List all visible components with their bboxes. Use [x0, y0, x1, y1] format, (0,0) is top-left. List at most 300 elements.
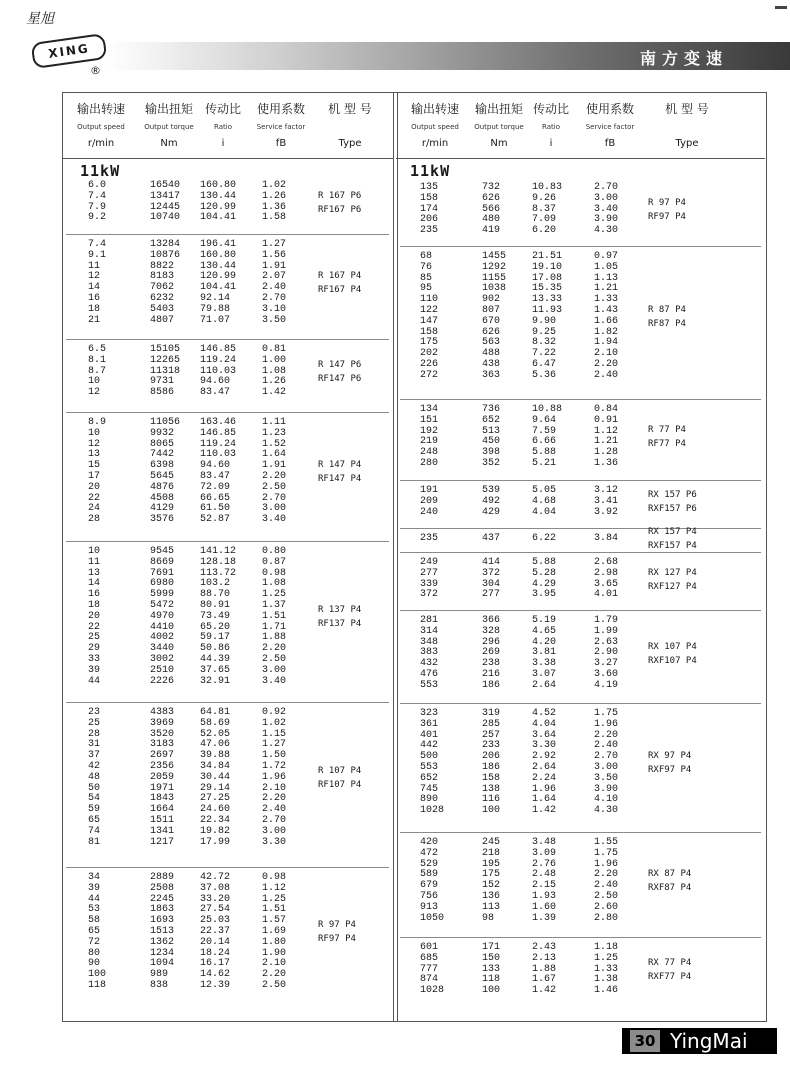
model-type-line: R 97 P4: [648, 198, 686, 208]
ratio-cell: 5.88: [532, 447, 557, 459]
speed-cell: 23: [88, 707, 101, 718]
model-type-line: RXF107 P4: [648, 655, 697, 666]
ratio-cell: 9.26: [532, 192, 557, 204]
factor-cell: 3.27: [594, 658, 619, 670]
header-torque-en: Output torque: [144, 123, 194, 131]
model-type-line: R 107 P4: [318, 766, 362, 777]
speed-cell: 235: [420, 225, 439, 237]
speed-cell: 348: [420, 636, 439, 648]
header-speed-en: Output speed: [77, 123, 125, 131]
torque-cell: 3576: [150, 514, 175, 526]
speed-cell: 529: [420, 858, 439, 870]
factor-cell: 1.64: [262, 449, 287, 461]
speed-cell: 12: [88, 271, 101, 283]
rating-group: [420, 838, 650, 924]
factor-cell: 1.96: [262, 771, 287, 783]
model-type-line: R 137 P4: [318, 605, 362, 616]
torque-cell: 8065: [150, 438, 175, 450]
ratio-cell: 4.04: [532, 718, 557, 730]
speed-cell: 28: [88, 514, 101, 526]
model-type-line: RX 97 P4: [648, 751, 692, 761]
model-type-line: RX 77 P4: [648, 958, 692, 968]
ratio-cell: 110.03: [200, 449, 237, 461]
ratio-cell: 4.52: [532, 708, 557, 719]
header-speed-zh: 输出转速: [410, 102, 459, 116]
factor-cell: 0.91: [594, 414, 619, 426]
ratio-cell: 94.60: [200, 376, 231, 388]
table-row: [88, 719, 318, 730]
ratio-cell: 19.10: [532, 261, 563, 273]
torque-cell: 245: [482, 837, 501, 848]
torque-cell: 136: [482, 890, 501, 902]
model-type-line: RX 157 P6: [648, 490, 697, 501]
ratio-cell: 20.14: [200, 936, 231, 948]
torque-cell: 152: [482, 880, 501, 892]
torque-cell: 1292: [482, 261, 507, 273]
torque-cell: 3520: [150, 728, 175, 740]
speed-cell: 226: [420, 358, 439, 370]
ratio-cell: 3.09: [532, 847, 557, 859]
model-type-line: RF97 P4: [318, 934, 356, 945]
torque-cell: 1693: [150, 915, 175, 927]
rating-group: [88, 345, 318, 399]
speed-cell: 95: [420, 283, 433, 295]
factor-cell: 2.40: [594, 740, 619, 752]
rating-group: [420, 616, 650, 692]
speed-cell: 72: [88, 936, 101, 948]
torque-cell: 269: [482, 647, 501, 659]
header-ratio-unit: i: [221, 138, 225, 149]
ratio-cell: 30.44: [200, 771, 231, 783]
ratio-cell: 50.86: [200, 643, 231, 655]
ratio-cell: 9.64: [532, 414, 557, 426]
ratio-cell: 12.39: [200, 979, 231, 991]
group-divider: [400, 552, 761, 553]
ratio-cell: 33.20: [200, 893, 231, 905]
header-torque-en: Output torque: [474, 123, 524, 131]
table-row: [420, 194, 650, 205]
factor-cell: 1.08: [262, 578, 287, 590]
table-row: [420, 459, 650, 470]
speed-cell: 280: [420, 457, 439, 469]
ratio-cell: 59.17: [200, 632, 231, 644]
factor-cell: 1.75: [594, 847, 619, 859]
model-type: [648, 867, 691, 895]
table-row: [420, 569, 650, 580]
torque-cell: 3440: [150, 643, 175, 655]
rating-group: [420, 252, 650, 382]
factor-cell: 2.20: [594, 358, 619, 370]
speed-cell: 59: [88, 804, 101, 816]
torque-cell: 732: [482, 182, 501, 193]
ratio-cell: 22.37: [200, 925, 231, 937]
torque-cell: 304: [482, 578, 501, 590]
factor-cell: 1.26: [262, 190, 287, 202]
ratio-cell: 5.28: [532, 567, 557, 579]
rating-group: [88, 418, 318, 526]
logo-badge: XING: [31, 33, 108, 69]
torque-cell: 352: [482, 457, 501, 469]
torque-cell: 670: [482, 315, 501, 327]
torque-cell: 195: [482, 858, 501, 870]
speed-cell: 11: [88, 260, 101, 272]
torque-cell: 8586: [150, 387, 175, 399]
speed-cell: 476: [420, 668, 439, 680]
factor-cell: 1.69: [262, 925, 287, 937]
ratio-cell: 11.93: [532, 304, 563, 316]
model-type: [318, 269, 361, 297]
speed-cell: 777: [420, 963, 439, 975]
header-ratio-zh: 传动比: [532, 102, 569, 116]
factor-cell: 1.33: [594, 294, 619, 306]
model-type-line: RXF157 P4: [648, 541, 697, 552]
factor-cell: 2.20: [594, 729, 619, 741]
speed-cell: 10: [88, 546, 101, 557]
group-divider: [66, 339, 389, 340]
factor-cell: 2.50: [262, 979, 287, 991]
speed-cell: 134: [420, 404, 439, 415]
ratio-cell: 1.42: [532, 985, 557, 997]
speed-cell: 191: [420, 485, 439, 496]
factor-cell: 3.40: [262, 514, 287, 526]
torque-cell: 626: [482, 326, 501, 338]
torque-cell: 6980: [150, 578, 175, 590]
ratio-cell: 5.36: [532, 369, 557, 381]
torque-cell: 492: [482, 495, 501, 507]
torque-cell: 12445: [150, 201, 181, 213]
left-header-rule: [62, 158, 393, 159]
ratio-cell: 25.03: [200, 915, 231, 927]
header-ratio-zh: 传动比: [204, 102, 241, 116]
torque-cell: 328: [482, 625, 501, 637]
torque-cell: 1155: [482, 272, 507, 284]
model-type-line: RF107 P4: [318, 780, 362, 791]
ratio-cell: 5.19: [532, 615, 557, 626]
speed-cell: 6.0: [88, 180, 107, 191]
table-row: [88, 356, 318, 367]
factor-cell: 0.98: [262, 567, 287, 579]
ratio-cell: 27.25: [200, 793, 231, 805]
footer-brand: YingMai: [670, 1029, 748, 1053]
speed-cell: 20: [88, 481, 101, 493]
speed-cell: 22: [88, 492, 101, 504]
header-bar: [108, 42, 790, 70]
table-row: [420, 416, 650, 427]
speed-cell: 158: [420, 326, 439, 338]
speed-cell: 500: [420, 751, 439, 763]
torque-cell: 11056: [150, 417, 181, 428]
speed-cell: 601: [420, 942, 439, 953]
header-torque-unit: Nm: [160, 138, 178, 149]
ratio-cell: 9.90: [532, 315, 557, 327]
ratio-cell: 39.88: [200, 750, 231, 762]
factor-cell: 3.50: [594, 772, 619, 784]
torque-cell: 98: [482, 912, 495, 924]
model-type: [318, 358, 361, 386]
factor-cell: 1.88: [262, 632, 287, 644]
header-torque-unit: Nm: [490, 138, 508, 149]
rating-group: [420, 183, 650, 237]
factor-cell: 1.26: [262, 376, 287, 388]
torque-cell: 319: [482, 708, 501, 719]
torque-cell: 4129: [150, 503, 175, 515]
speed-cell: 7.4: [88, 190, 107, 202]
ratio-cell: 8.32: [532, 337, 557, 349]
column-divider: [393, 92, 398, 1021]
ratio-cell: 13.33: [532, 294, 563, 306]
factor-cell: 0.80: [262, 546, 287, 557]
factor-cell: 0.84: [594, 404, 619, 415]
speed-cell: 553: [420, 679, 439, 691]
torque-cell: 4002: [150, 632, 175, 644]
speed-cell: 372: [420, 589, 439, 601]
factor-cell: 1.82: [594, 326, 619, 338]
ratio-cell: 58.69: [200, 717, 231, 729]
factor-cell: 2.70: [262, 492, 287, 504]
factor-cell: 1.71: [262, 621, 287, 633]
torque-cell: 13417: [150, 190, 181, 202]
torque-cell: 1843: [150, 793, 175, 805]
table-row: [420, 508, 650, 519]
torque-cell: 16540: [150, 180, 181, 191]
group-divider: [400, 703, 761, 704]
torque-cell: 539: [482, 485, 501, 496]
model-type-line: R 167 P6: [318, 190, 362, 201]
factor-cell: 2.50: [262, 481, 287, 493]
ratio-cell: 6.66: [532, 436, 557, 448]
ratio-cell: 1.96: [532, 783, 557, 795]
torque-cell: 6398: [150, 460, 175, 472]
factor-cell: 3.00: [594, 192, 619, 204]
torque-cell: 150: [482, 952, 501, 964]
speed-cell: 1028: [420, 985, 445, 997]
torque-cell: 175: [482, 869, 501, 881]
ratio-cell: 196.41: [200, 239, 237, 250]
speed-cell: 18: [88, 599, 101, 611]
speed-cell: 10: [88, 427, 101, 439]
torque-cell: 1362: [150, 936, 175, 948]
torque-cell: 5999: [150, 589, 175, 601]
factor-cell: 2.40: [594, 880, 619, 892]
torque-cell: 1217: [150, 836, 175, 848]
model-type-line: R 147 P4: [318, 460, 362, 470]
ratio-cell: 71.07: [200, 314, 231, 326]
header-factor-zh: 使用系数: [585, 102, 634, 116]
ratio-cell: 14.62: [200, 969, 231, 981]
speed-cell: 90: [88, 958, 101, 970]
speed-cell: 76: [420, 261, 433, 273]
speed-cell: 248: [420, 447, 439, 459]
group-divider: [400, 528, 761, 529]
torque-cell: 10740: [150, 212, 181, 224]
factor-cell: 1.75: [594, 708, 619, 719]
ratio-cell: 1.88: [532, 963, 557, 975]
factor-cell: 2.10: [594, 348, 619, 360]
header-factor-zh: 使用系数: [256, 102, 305, 116]
factor-cell: 2.70: [262, 814, 287, 826]
ratio-cell: 19.82: [200, 825, 231, 837]
speed-cell: 58: [88, 915, 101, 927]
speed-cell: 44: [88, 675, 101, 687]
model-type-line: RF167 P4: [318, 285, 362, 296]
ratio-cell: 5.88: [532, 557, 557, 568]
table-row: [88, 838, 318, 849]
rating-group: [420, 558, 650, 601]
speed-cell: 175: [420, 337, 439, 349]
power-label-left: 11kW: [80, 162, 121, 180]
torque-cell: 186: [482, 761, 501, 773]
factor-cell: 3.00: [262, 503, 287, 515]
factor-cell: 1.02: [262, 717, 287, 729]
factor-cell: 1.51: [262, 904, 287, 916]
factor-cell: 1.80: [262, 936, 287, 948]
ratio-cell: 2.92: [532, 751, 557, 763]
torque-cell: 1971: [150, 782, 175, 794]
ratio-cell: 94.60: [200, 460, 231, 472]
ratio-cell: 10.83: [532, 182, 563, 193]
page-number: 30: [630, 1030, 660, 1052]
ratio-cell: 9.25: [532, 326, 557, 338]
ratio-cell: 6.22: [532, 533, 557, 544]
group-divider: [400, 246, 761, 247]
ratio-cell: 29.14: [200, 782, 231, 794]
model-type-line: RF167 P6: [318, 204, 362, 215]
speed-cell: 80: [88, 947, 101, 959]
ratio-cell: 52.87: [200, 514, 231, 526]
model-type: [648, 525, 697, 553]
table-row: [420, 903, 650, 914]
speed-cell: 13: [88, 449, 101, 461]
model-type-line: RX 87 P4: [648, 869, 692, 880]
table-row: [88, 316, 318, 327]
torque-cell: 1863: [150, 904, 175, 916]
torque-cell: 12265: [150, 354, 181, 366]
torque-cell: 989: [150, 969, 169, 981]
speed-cell: 383: [420, 647, 439, 659]
speed-cell: 679: [420, 880, 439, 892]
ratio-cell: 61.50: [200, 503, 231, 515]
torque-cell: 11318: [150, 365, 181, 377]
ratio-cell: 1.39: [532, 912, 557, 924]
speed-cell: 420: [420, 837, 439, 848]
torque-cell: 171: [482, 942, 501, 953]
factor-cell: 4.19: [594, 679, 619, 691]
ratio-cell: 1.42: [532, 805, 557, 817]
speed-cell: 1050: [420, 912, 445, 924]
ratio-cell: 24.60: [200, 804, 231, 816]
factor-cell: 3.00: [262, 825, 287, 837]
factor-cell: 3.92: [594, 506, 619, 518]
ratio-cell: 83.47: [200, 470, 231, 482]
factor-cell: 2.20: [594, 869, 619, 881]
factor-cell: 2.40: [594, 369, 619, 381]
model-type-line: RF137 P4: [318, 619, 362, 630]
factor-cell: 0.98: [262, 872, 287, 883]
torque-cell: 1038: [482, 283, 507, 295]
factor-cell: 0.97: [594, 251, 619, 262]
ratio-cell: 15.35: [532, 283, 563, 295]
speed-cell: 22: [88, 621, 101, 633]
page-footer: [622, 1028, 777, 1054]
model-type-line: RX 157 P4: [648, 527, 697, 538]
ratio-cell: 7.59: [532, 425, 557, 437]
factor-cell: 2.70: [594, 751, 619, 763]
ratio-cell: 4.68: [532, 495, 557, 507]
factor-cell: 3.65: [594, 578, 619, 590]
factor-cell: 3.10: [262, 303, 287, 315]
torque-cell: 626: [482, 192, 501, 204]
torque-cell: 6232: [150, 292, 175, 304]
torque-cell: 186: [482, 679, 501, 691]
logo: [12, 8, 107, 78]
header-speed-unit: r/min: [87, 138, 115, 149]
factor-cell: 1.21: [594, 283, 619, 295]
torque-cell: 488: [482, 348, 501, 360]
torque-cell: 372: [482, 567, 501, 579]
torque-cell: 233: [482, 740, 501, 752]
torque-cell: 10876: [150, 249, 181, 261]
torque-cell: 652: [482, 414, 501, 426]
speed-cell: 110: [420, 294, 439, 306]
factor-cell: 1.36: [262, 201, 287, 213]
factor-cell: 2.68: [594, 557, 619, 568]
model-type: [318, 603, 361, 631]
factor-cell: 1.25: [262, 589, 287, 601]
ratio-cell: 79.88: [200, 303, 231, 315]
speed-cell: 48: [88, 771, 101, 783]
factor-cell: 1.46: [594, 985, 619, 997]
ratio-cell: 37.08: [200, 882, 231, 894]
model-type-line: RXF77 P4: [648, 972, 692, 982]
ratio-cell: 16.17: [200, 958, 231, 970]
factor-cell: 1.25: [594, 952, 619, 964]
factor-cell: 4.30: [594, 225, 619, 237]
torque-cell: 1341: [150, 825, 175, 837]
factor-cell: 2.40: [262, 282, 287, 294]
factor-cell: 2.60: [594, 901, 619, 913]
torque-cell: 414: [482, 557, 501, 568]
model-type-line: RF87 P4: [648, 318, 686, 329]
table-row: [420, 914, 650, 925]
factor-cell: 0.92: [262, 707, 287, 718]
torque-cell: 100: [482, 985, 501, 997]
ratio-cell: 110.03: [200, 365, 237, 377]
speed-cell: 20: [88, 610, 101, 622]
header-type-zh: 机 型 号: [665, 102, 709, 116]
table-row: [420, 263, 650, 274]
model-type: [318, 764, 361, 792]
table-row: [420, 226, 650, 237]
factor-cell: 3.90: [594, 783, 619, 795]
torque-cell: 296: [482, 636, 501, 648]
ratio-cell: 17.99: [200, 836, 231, 848]
ratio-cell: 2.64: [532, 761, 557, 773]
ratio-cell: 7.22: [532, 348, 557, 360]
ratio-cell: 4.29: [532, 578, 557, 590]
factor-cell: 2.70: [594, 182, 619, 193]
factor-cell: 2.98: [594, 567, 619, 579]
speed-cell: 8.7: [88, 365, 107, 377]
factor-cell: 2.20: [262, 643, 287, 655]
torque-cell: 138: [482, 783, 501, 795]
ratio-cell: 47.06: [200, 739, 231, 751]
torque-cell: 116: [482, 794, 501, 806]
ratio-cell: 34.84: [200, 760, 231, 772]
torque-cell: 118: [482, 974, 501, 986]
left-table-header: [62, 92, 393, 158]
rating-group: [420, 534, 650, 545]
speed-cell: 9.1: [88, 249, 107, 261]
